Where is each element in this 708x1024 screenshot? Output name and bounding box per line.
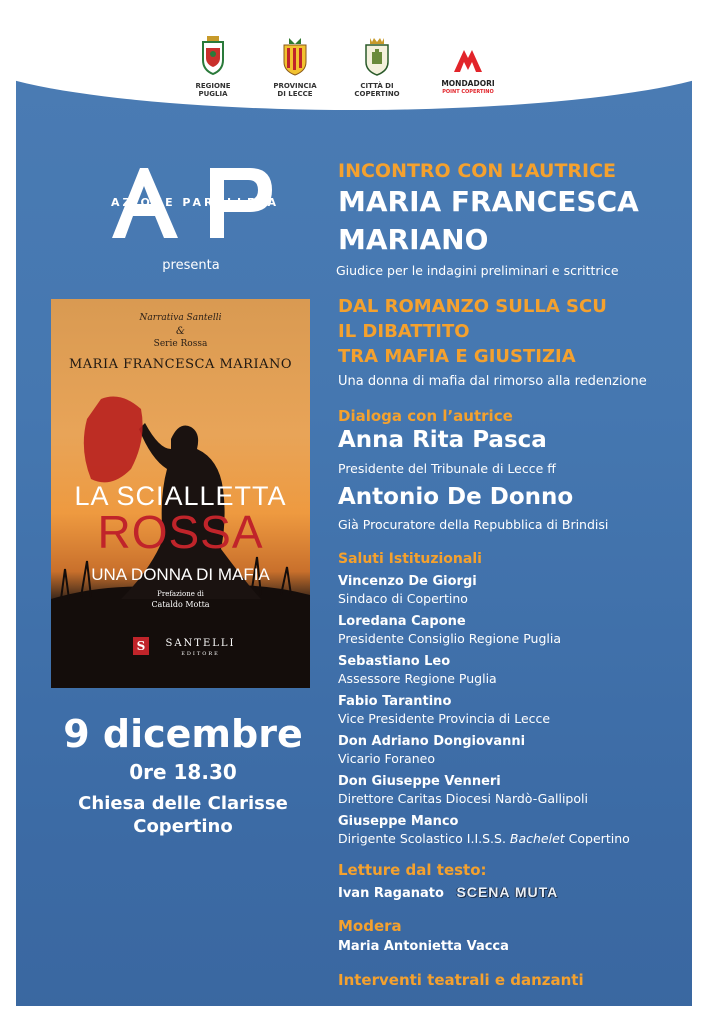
bottom-border	[0, 1006, 708, 1024]
moderator-name: Maria Antonietta Vacca	[338, 939, 509, 954]
left-border	[0, 0, 16, 1024]
lecce-crest-icon	[281, 36, 309, 76]
greeter-role: Vice Presidente Provincia di Lecce	[338, 711, 551, 726]
guest-role: Presidente del Tribunale di Lecce ff	[338, 461, 556, 476]
book-series-amp: &	[176, 326, 185, 337]
book-publisher: SANTELLI	[165, 638, 236, 649]
greeter-role: Sindaco di Copertino	[338, 591, 468, 606]
guest-name: Anna Rita Pasca	[338, 427, 547, 453]
author-name-line-1: MARIA FRANCESCA	[338, 185, 639, 218]
book-cover	[51, 299, 310, 688]
greeter-role: Direttore Caritas Diocesi Nardò-Gallipoli	[338, 791, 588, 806]
book-author: MARIA FRANCESCA MARIANO	[68, 357, 293, 372]
greeter-name: Sebastiano Leo	[338, 654, 451, 669]
author-role: Giudice per le indagini preliminari e scrittrice	[336, 263, 619, 278]
event-date: 9 dicembre	[63, 712, 303, 756]
theme-line-2: IL DIBATTITO	[338, 321, 470, 342]
greeter-role: Presidente Consiglio Regione Puglia	[338, 631, 561, 646]
regione-puglia-logo: REGIONE PUGLIA	[190, 36, 236, 98]
publisher-mark-icon: S	[133, 637, 149, 655]
book-title-line-1: LA SCIALLETTA	[74, 481, 287, 511]
letture-heading: Letture dal testo:	[338, 861, 487, 879]
right-border	[692, 0, 708, 1024]
greeter-name: Vincenzo De Giorgi	[338, 574, 477, 589]
event-time: 0re 18.30	[129, 760, 237, 784]
saluti-heading: Saluti Istituzionali	[338, 551, 482, 567]
dialoga-heading: Dialoga con l’autrice	[338, 407, 513, 425]
event-city: Copertino	[133, 816, 233, 837]
closing-line: Interventi teatrali e danzanti	[338, 971, 584, 989]
book-preface-label: Prefazione di	[157, 590, 204, 598]
greeter-name: Loredana Capone	[338, 614, 466, 629]
greeter-name: Fabio Tarantino	[338, 694, 452, 709]
puglia-crest-icon	[200, 36, 226, 76]
book-publisher-sub: EDITORE	[181, 651, 220, 657]
guest-role: Già Procuratore della Repubblica di Brindisi	[338, 517, 609, 532]
provincia-lecce-logo: PROVINCIA DI LECCE	[272, 36, 318, 98]
greeter-name: Don Adriano Dongiovanni	[338, 734, 526, 749]
book-title-line-2: ROSSA	[97, 506, 264, 558]
book-series: Narrativa Santelli	[139, 313, 222, 323]
event-venue: Chiesa delle Clarisse	[78, 793, 288, 814]
theme-line-1: DAL ROMANZO SULLA SCU	[338, 296, 607, 317]
greeter-role: Dirigente Scolastico I.I.S.S. Bachelet Copertino	[338, 831, 630, 846]
copertino-crest-icon	[363, 36, 391, 76]
book-preface-author: Cataldo Motta	[151, 600, 210, 609]
greeter-name: Don Giuseppe Venneri	[338, 774, 501, 789]
citta-copertino-logo: CITTÀ DI COPERTINO	[354, 36, 400, 98]
greeter-role: Assessore Regione Puglia	[338, 671, 497, 686]
letture-reader: Ivan Raganato SCENA MUTA	[338, 884, 559, 901]
theme-line-3: TRA MAFIA E GIUSTIZIA	[338, 346, 576, 367]
mondadori-rose-icon	[450, 44, 486, 74]
scena-muta-logo: SCENA MUTA	[456, 884, 559, 900]
presenta-label: presenta	[162, 258, 220, 273]
greeter-role: Vicario Foraneo	[338, 751, 435, 766]
author-name-line-2: MARIANO	[338, 223, 489, 256]
greeter-name: Giuseppe Manco	[338, 814, 459, 829]
modera-heading: Modera	[338, 917, 402, 935]
mondadori-point-logo: MONDADORI POINT COPERTINO	[436, 44, 500, 96]
intro-heading: INCONTRO CON L’AUTRICE	[338, 160, 617, 182]
theme-subtitle: Una donna di mafia dal rimorso alla redenzione	[338, 374, 647, 389]
book-subtitle: UNA DONNA DI MAFIA	[91, 565, 270, 584]
book-series-name: Serie Rossa	[153, 339, 208, 349]
azione-parallela-wordmark: AZIONE PARALLELA	[110, 196, 280, 209]
guest-name: Antonio De Donno	[338, 484, 574, 510]
